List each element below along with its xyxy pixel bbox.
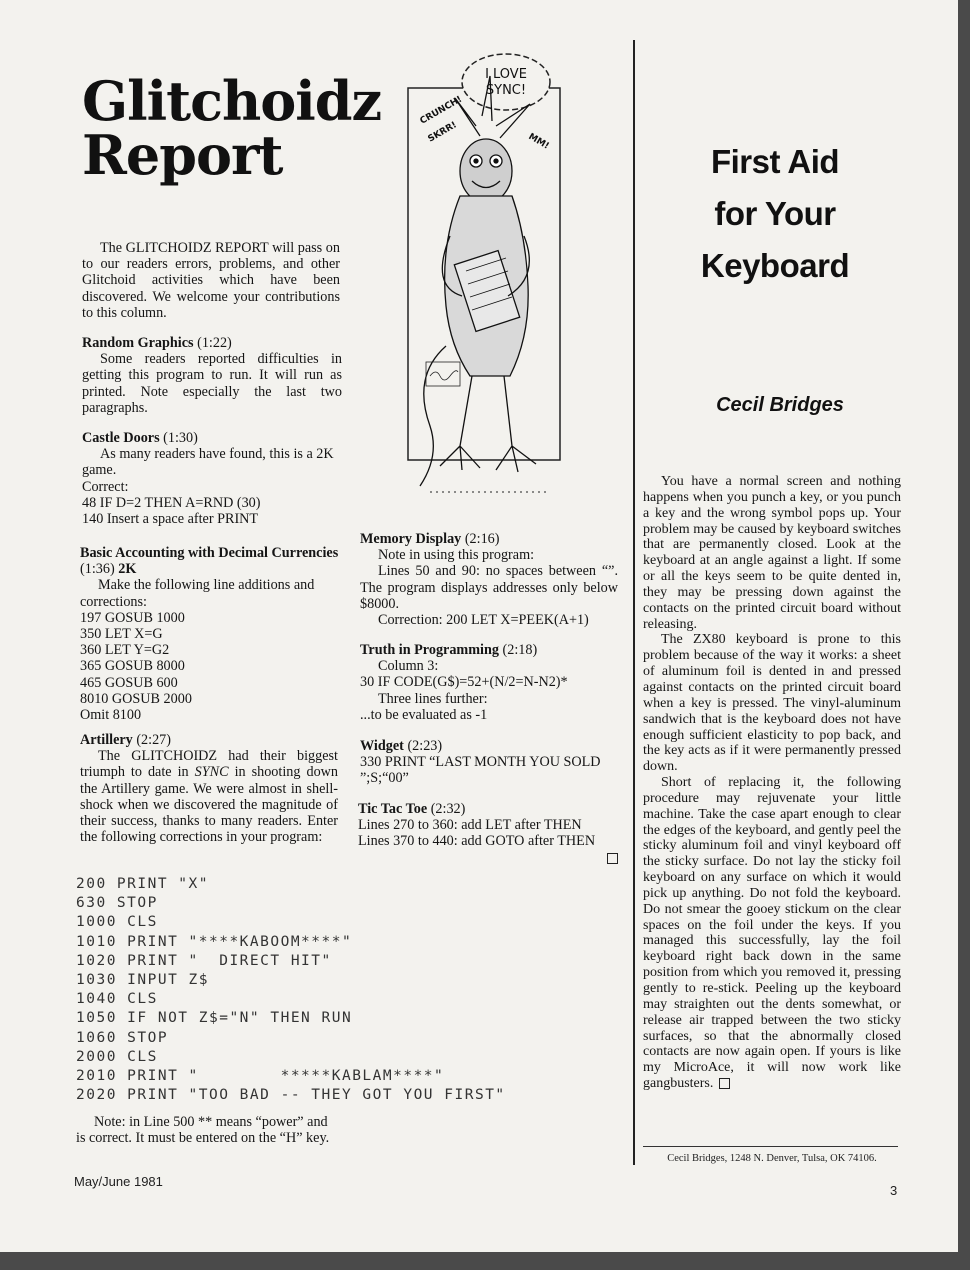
code-line: 350 LET X=G [80, 626, 163, 643]
code-line: 8010 GOSUB 2000 [80, 690, 192, 707]
code-line: Omit 8100 [80, 707, 142, 724]
section-ref: (2:16) [464, 531, 500, 547]
code-line: Lines 370 to 440: add GOTO after THEN [358, 833, 596, 850]
listing-line: 1050 IF NOT Z$="N" THEN RUN [76, 1010, 353, 1027]
listing-line: 2000 CLS [76, 1048, 158, 1065]
section-body: As many readers have found, this is a 2K game. [82, 446, 334, 479]
section-widget [360, 738, 618, 787]
magazine-name: SYNC [194, 764, 229, 781]
listing-line: 2020 PRINT "TOO BAD -- THEY GOT YOU FIRST" [76, 1087, 506, 1104]
section-lead: Note in using this program: [378, 547, 535, 564]
sidebar-title-line-3: Keyboard [700, 247, 850, 284]
listing-line: 630 STOP [76, 895, 158, 912]
sidebar-paragraph: The ZX80 keyboard is prone to this problem because of the way it works: a sheet of aluminum foil is dented in and pressed against contacts on the printed circuit board when a key is pressed. The vinyl-aluminum sandwich that is the keyboard does not have enough sufficient elasticity to pop back, and the key acts as if it were permanently pressed down. [643, 632, 901, 775]
code-line: 365 GOSUB 8000 [80, 658, 185, 675]
section-ref: (1:22) [197, 335, 232, 351]
section-heading: Truth in Programming [360, 642, 499, 658]
section-heading: Artillery [80, 732, 133, 748]
section-ref: (2:32) [430, 801, 466, 817]
section-truth-in-programming [360, 642, 618, 723]
section-heading: Basic Accounting with Decimal Currencies [80, 545, 339, 561]
section-body [80, 748, 338, 845]
section-lead: Column 3: [378, 658, 439, 675]
listing-line: 2010 PRINT " *****KABLAM****" [76, 1068, 445, 1085]
bubble-line-1: I LOVE [485, 67, 527, 82]
sound-effect-mm: MM! [526, 131, 551, 152]
section-heading: Castle Doors [82, 430, 160, 446]
section-castle-doors [82, 430, 342, 527]
paragraph-text: Short of replacing it, the following procedure may rejuvenate your little machine. Take the case apart enough to clear the edges of the keyboard, and gently peel the sticky aluminum foil and vinyl keyboard off the sticky surface. Do not lay the sticky foil keyboard on any surface on which it would pick up anything. Do not fold the keyboard. Do not smear the gooey stickum on the clear spaces on the foil under the keys. If you managed this successfully, lay the foil keyboard right back down in the same position from which you removed it, pressing gently to re-stick. Peeling up the keyboard may straighten out the dents somewhat, or release air trapped between the two sticky surfaces, so that the abnormally closed contacts are now again open. If yours is like my MicroAce, it will now work like gangbusters. [643, 775, 901, 1092]
sidebar-title-line-1: First Aid [710, 143, 840, 180]
author-address: Cecil Bridges, 1248 N. Denver, Tulsa, OK 74106. [667, 1153, 877, 1164]
code-line: 48 IF D=2 THEN A=RND (30) [82, 494, 261, 511]
end-mark-icon [719, 1078, 730, 1089]
listing-line: 1030 INPUT Z$ [76, 972, 209, 989]
code-line: ”;S;“00” [360, 770, 409, 787]
code-line: ...to be evaluated as -1 [360, 706, 488, 723]
section-body: Lines 50 and 90: no spaces between “”. The program displays addresses only below $8000. [360, 563, 618, 612]
sound-effect-crunch: CRUNCH! [418, 94, 464, 127]
end-mark-icon [607, 853, 618, 864]
code-line: Lines 270 to 360: add LET after THEN [358, 817, 582, 834]
section-basic-accounting [80, 545, 342, 723]
footnote-divider [643, 1146, 898, 1147]
listing-line: 1040 CLS [76, 991, 158, 1008]
glitchoid-illustration [400, 46, 566, 516]
section-ref: (2:23) [407, 738, 443, 754]
power-note: Note: in Line 500 ** means “power” and is correct. It must be entered on the “H” key. [76, 1114, 330, 1147]
code-line: 30 IF CODE(G$)=52+(N/2=N-N2)* [360, 674, 568, 691]
section-artillery [80, 732, 338, 845]
sidebar-paragraph [643, 775, 901, 1092]
memory-tag: 2K [118, 561, 137, 578]
basic-listing [76, 875, 506, 1105]
intro-paragraph: The GLITCHOIDZ REPORT will pass on to our readers errors, problems, and other Glitchoid activities which have been discovered. We welcome your contributions to this column. [82, 240, 340, 321]
listing-line: 1000 CLS [76, 914, 158, 931]
code-line: 465 GOSUB 600 [80, 674, 178, 691]
column-divider [633, 40, 635, 1165]
bubble-line-2: SYNC! [485, 83, 527, 98]
body-text: The GLITCHOIDZ had their biggest triumph to date in [80, 748, 338, 781]
title-line-2: Report [82, 123, 283, 187]
section-body: Make the following line additions and corrections: [80, 577, 315, 610]
section-ref: (2:27) [136, 732, 172, 748]
section-heading: Random Graphics [82, 335, 194, 351]
listing-line: 1010 PRINT "****KABOOM****" [76, 933, 353, 950]
body-text: in shooting down the Artillery game. We were almost in shell-shock when we discovered the magnitude of their success, thanks to many readers. Enter the following corrections in your program: [80, 764, 338, 846]
sidebar-paragraph: You have a normal screen and nothing happens when you punch a key, or you punch a key and the wrong symbol pops up. Your problem may be caused by keyboard switches that are permanently closed. Look at the keyboard at an angle against a light. If some or all the keys seem to be quite dented in, they may be pressing down against the contacts on the printed circuit board without releasing. [643, 474, 901, 632]
author-byline: Cecil Bridges [716, 394, 844, 416]
section-correction: Correction: 200 LET X=PEEK(A+1) [378, 612, 589, 629]
section-heading: Memory Display [360, 531, 462, 547]
speech-bubble [462, 54, 550, 110]
title-line-1: Glitchoidz [82, 69, 382, 133]
section-memory-display [360, 531, 618, 628]
sidebar-title [650, 136, 900, 292]
sidebar-body [643, 474, 901, 1092]
section-heading: Tic Tac Toe [358, 801, 428, 817]
section-tic-tac-toe [358, 801, 618, 866]
section-heading: Widget [360, 738, 404, 754]
section-ref: (2:18) [502, 642, 538, 658]
listing-line: 1020 PRINT " DIRECT HIT" [76, 952, 332, 969]
section-ref: (1:30) [163, 430, 198, 446]
sidebar-title-line-2: for Your [714, 195, 836, 232]
sound-effect-skrr: SKRR! [426, 120, 459, 145]
code-line: Correct: [82, 478, 129, 495]
code-line: 330 PRINT “LAST MONTH YOU SOLD [360, 754, 601, 771]
listing-line: 200 PRINT "X" [76, 876, 209, 892]
section-lead: Three lines further: [378, 690, 488, 707]
article-title [82, 69, 382, 187]
code-line: 360 LET Y=G2 [80, 642, 170, 659]
issue-date: May/June 1981 [74, 1174, 163, 1189]
section-ref: (1:36) [80, 561, 115, 578]
code-line: 140 Insert a space after PRINT [82, 511, 259, 528]
code-line: 197 GOSUB 1000 [80, 609, 185, 626]
page-number: 3 [890, 1183, 898, 1198]
section-body: Some readers reported difficulties in getting this program to run. It will run as printed. Note especially the last two paragraphs. [82, 351, 342, 416]
section-random-graphics [82, 335, 342, 416]
listing-line: 1060 STOP [76, 1029, 169, 1046]
